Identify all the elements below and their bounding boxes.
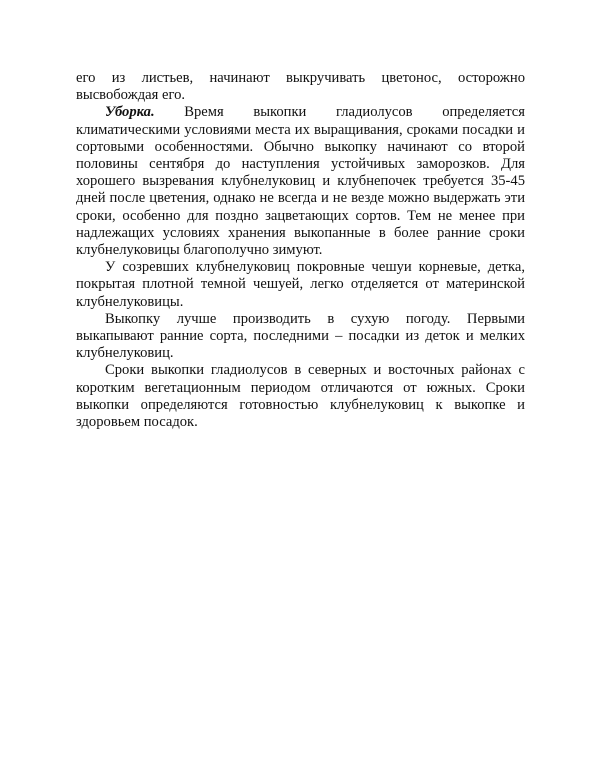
paragraph-lead-heading: Уборка.	[105, 104, 155, 121]
paragraph-continuation	[76, 70, 525, 104]
paragraph-mature-corms	[76, 259, 525, 311]
paragraph-text: У созревших клубнелуковиц покровные чешуи корневые, детка, покрытая плотной темной чешуей, легко отделяется от материнской клубнелуковицы.	[76, 259, 525, 310]
paragraph-harvest	[76, 104, 525, 259]
paragraph-text: Выкопку лучше производить в сухую погоду. Первыми выкапывают ранние сорта, последними – посадки из деток и мелких клубнелуковиц.	[76, 310, 525, 362]
paragraph-text: его из листьев, начинают выкручивать цветонос, осторожно высвобождая его.	[76, 70, 525, 104]
paragraph-regions	[76, 362, 525, 431]
paragraph-dry-weather	[76, 311, 525, 363]
document-page	[76, 70, 525, 431]
paragraph-text: Время выкопки гладиолусов определяется климатическими условиями места их выращивания, сроками посадки и сортовыми особенностями. Обычно выкопку начинают со второй половины сентября до наступления устойчивых заморозков. Для хорошего вызревания клубнелуковиц и клубнепочек требуется 35-45 дней после цветения, однако не всегда и не везде можно выдержать эти сроки, особенно для поздно зацветающих сортов. Тем не менее при надлежащих условиях хранения выкопанные в более ранние сроки клубнелуковицы благополучно зимуют.	[76, 104, 525, 259]
paragraph-text: Сроки выкопки гладиолусов в северных и восточных районах с коротким вегетационным периодом отличаются от южных. Сроки выкопки определяются готовностью клубнелуковиц к выкопке и здоровьем посадок.	[76, 362, 525, 431]
